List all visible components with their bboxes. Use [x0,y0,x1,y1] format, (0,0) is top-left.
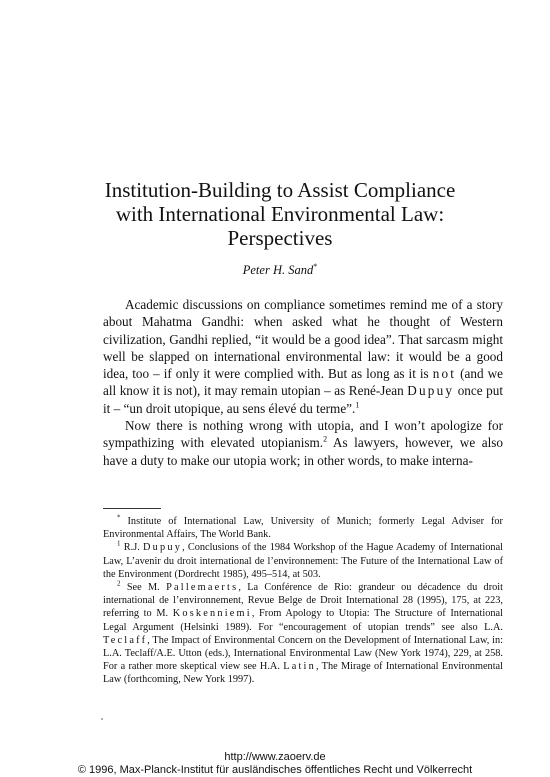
footnote-star-marker: * [117,513,121,522]
body-text [103,296,503,469]
title-line-1: Institution-Building to Assist Compliance [104,178,456,202]
footnote-2-text-b: , La Conférence de Rio: grandeur ou décadence du droit international de l’environnement, Revue Belge de Droit International 28 (1995), 175, at 223, referring to M. [103,582,504,620]
article-title [60,178,500,250]
emphasis-not: not [432,366,457,382]
footnote-1-text-b: , Conclusions of the 1984 Workshop of the Hague Academy of International Law, L’avenir du droit international de l’environnement: The Future of the International Law of the Environment (Dordrecht 1985), 495–514, at 503. [103,542,503,580]
page-footer [0,751,550,776]
author-dupuy: Dupuy [407,383,455,399]
footnote-2-author-pallemaerts: Pallemaerts [166,582,239,594]
paragraph-2-text-a: Now there is nothing wrong with utopia, and I won’t apologize for sympathizing with elevated utopianism. [103,418,503,451]
footnote-star-text: Institute of International Law, University of Munich; formerly Legal Adviser for Environmental Affairs, The World Bank. [103,516,503,541]
paragraph-2 [103,417,503,469]
footnote-2-text-c: , From Apology to Utopia: The Structure of International Legal Argument (Helsinki 1989). For “encouragement of utopian trends” see also L.A. [103,608,503,633]
footnote-2-text-a: See M. [126,582,167,594]
footnote-2-author-koskenniemi: Koskenniemi [172,608,252,620]
footnote-1-text-a: R.J. [123,542,144,554]
paragraph-1-text-c: once put it – “un droit utopique, au sens élevé du terme”. [103,383,503,416]
footnotes [103,515,503,687]
footnote-star [103,515,503,541]
footnote-1-marker: 1 [117,539,121,548]
paragraph-1-text-b: (and we all know it is not), it may remain utopian – as René-Jean [103,366,503,399]
footnote-2 [103,581,503,687]
footer-url[interactable]: http://www.zaoerv.de [224,751,326,763]
footnote-ref-1: 1 [355,400,360,410]
author-name: Peter H. Sand [242,263,314,278]
footnote-2-text-e: , The Mirage of International Environmental Law (forthcoming, New York 1997). [103,661,503,686]
title-line-3: Perspectives [227,226,333,250]
footnote-1-author: Dupuy [143,542,183,554]
footnote-2-text-d: , The Impact of Environmental Concern on the Development of International Law, in: L.A. Teclaff/A.E. Utton (eds.), International Environmental Law (New York 1974), 229, at 258. For a rather more skeptical view see H.A. [103,634,503,673]
author-footnote-marker: * [313,262,318,271]
footnote-1 [103,541,503,581]
footnote-separator [103,508,161,509]
paragraph-1 [103,296,503,417]
author-line [60,262,500,278]
paragraph-2-text-b: As lawyers, however, we also have a duty to make our utopia work; in other words, to make interna- [103,435,503,468]
paragraph-1-text-a: Academic discussions on compliance sometimes remind me of a story about Mahatma Gandhi: when asked what he thought of Western civilization, Gandhi replied, “it would be a good idea”. That sarcasm might well be slapped on international environmental law: it would be a good idea, too – if only it were complied with. But as long as it is [103,297,503,382]
title-line-2: with International Environmental Law: [115,202,445,226]
scan-speck [101,718,103,720]
footnote-2-marker: 2 [117,579,121,588]
footnote-2-author-latin: Latin [283,661,316,673]
footnote-2-author-teclaff: Teclaff [103,634,148,646]
footnote-ref-2: 2 [323,434,328,444]
footer-copyright: © 1996, Max-Planck-Institut für ausländisches öffentliches Recht und Völkerrecht [77,763,473,776]
